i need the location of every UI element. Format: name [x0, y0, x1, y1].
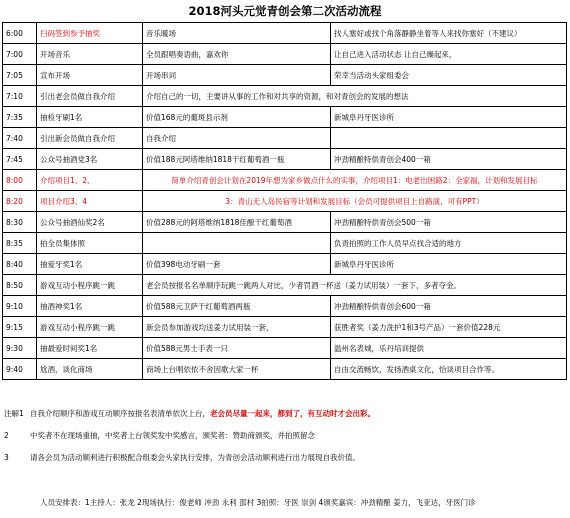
- note-cell: 新城阜丹牙医诊所: [331, 254, 567, 275]
- time-cell: 8:40: [3, 254, 37, 275]
- item-cell: 抽最爱时间奖1名: [37, 338, 143, 359]
- schedule-row: [3, 275, 567, 296]
- schedule-row: [3, 212, 567, 233]
- item-cell: 宣布开场: [37, 65, 143, 86]
- detail-cell: 开场串词: [143, 65, 331, 86]
- note-cell: 负责拍照的工作人员早点找合适的地方: [331, 233, 567, 254]
- time-cell: 7:40: [3, 128, 37, 149]
- schedule-table: [2, 22, 567, 380]
- note-cell: 荣幸当活动头家组委会: [331, 65, 567, 86]
- note-cell: 冲劲精酿特供青创会500一箱: [331, 212, 567, 233]
- note-number: 注解1: [4, 409, 24, 418]
- detail-cell: 介绍自己的一切，主要讲从事的工作和对共享的资源，和对青创会的发展的想法: [143, 86, 567, 107]
- detail-cell: 音乐暖场: [143, 23, 331, 44]
- schedule-row: [3, 86, 567, 107]
- schedule-row: [3, 149, 567, 170]
- detail-cell: 价值588元卫萨干红葡萄酒两瓶: [143, 296, 331, 317]
- schedule-row: [3, 296, 567, 317]
- detail-cell: 简单介绍青创会计划在2019年想为家乡做点什么的实事，介绍项目1：电老出困路2：全家福，计划和发展目标: [143, 170, 567, 191]
- detail-cell: 老会员按报名名单顺序玩跳一跳两人对比，少者罚酒一杯送（姜力试用装）一套下，多者夺金。: [143, 275, 567, 296]
- note-highlight: 老会员尽量一起来，都到了，有互动时才会出彩。: [210, 409, 375, 418]
- item-cell: 引出新会员做自我介绍: [37, 128, 143, 149]
- item-cell: 扫码签到参予抽奖: [37, 23, 143, 44]
- schedule-row: [3, 191, 567, 212]
- page-title: 2018河头元觉青创会第二次活动流程: [188, 4, 382, 18]
- schedule-row: [3, 128, 567, 149]
- note-text: 中奖者不在现场重抽，中奖者上台领奖发中奖感言，颁奖者：赞助商颁奖，并拍照留念: [30, 431, 315, 440]
- detail-cell: 价值588元男士手表一只: [143, 338, 331, 359]
- note-1: [2, 403, 566, 425]
- note-number: 3: [4, 453, 9, 462]
- note-cell: 找人塞好或找个角落静静坐着等人来找你塞好（不建议）: [331, 23, 567, 44]
- time-cell: 8:00: [3, 170, 37, 191]
- time-cell: 7:05: [3, 65, 37, 86]
- note-text: [30, 403, 375, 425]
- detail-cell: 商场上台唱依依不舍因歌大家一杯: [143, 359, 331, 380]
- schedule-body: [3, 23, 567, 380]
- time-cell: 9:40: [3, 359, 37, 380]
- time-cell: 7:35: [3, 107, 37, 128]
- schedule-row: [3, 359, 567, 380]
- detail-cell: 全员跟唱奏语曲，嘉欢你: [143, 44, 331, 65]
- note-number: 2: [4, 431, 9, 440]
- notes-section: [2, 403, 566, 469]
- schedule-row: [3, 170, 567, 191]
- schedule-row: [3, 44, 567, 65]
- schedule-row: [3, 23, 567, 44]
- item-cell: 介绍项目1、2、: [37, 170, 143, 191]
- detail-cell: 新会员参加游戏均送姜力试用装一套，: [143, 317, 331, 338]
- detail-cell: 价值288元的阿塔维纳1818佳酿干红葡萄酒: [143, 212, 331, 233]
- note-cell: 冲劲精酿特供青创会600一箱: [331, 296, 567, 317]
- item-cell: 尬酒，谈化商场: [37, 359, 143, 380]
- detail-cell: 价值168元的葡斑县示剂: [143, 107, 331, 128]
- note-cell: 温州名表城，乐丹培训提供: [331, 338, 567, 359]
- schedule-row: [3, 317, 567, 338]
- item-cell: 公众号抽酒仙奖2名: [37, 212, 143, 233]
- schedule-row: [3, 233, 567, 254]
- time-cell: 6:00: [3, 23, 37, 44]
- schedule-row: [3, 254, 567, 275]
- note-cell: 自由交流畅饮，发扬酒桌文化，恰谈项目合作等。: [331, 359, 567, 380]
- item-cell: 游戏互动小程序跳一跳: [37, 317, 143, 338]
- detail-cell: 自我介绍: [143, 128, 331, 149]
- time-cell: 9:15: [3, 317, 37, 338]
- schedule-row: [3, 65, 567, 86]
- item-cell: 引出老会员做自我介绍: [37, 86, 143, 107]
- detail-cell: 价值398电动牙刷一套: [143, 254, 331, 275]
- note-cell: 让自己进入活动状态 让自己燥起来，: [331, 44, 567, 65]
- note-cell: 冲劲精酿特供青创会400一箱: [331, 149, 567, 170]
- time-cell: 9:10: [3, 296, 37, 317]
- detail-cell: [143, 233, 331, 254]
- schedule-row: [3, 338, 567, 359]
- time-cell: 8:35: [3, 233, 37, 254]
- time-cell: 7:45: [3, 149, 37, 170]
- note-cell: 获胜者奖（姜力洗护1和3号产品）一套价值228元: [331, 317, 567, 338]
- detail-cell: 价值188元阿塔维纳1818干红葡萄酒一瓶: [143, 149, 331, 170]
- item-cell: 游戏互动小程序跳一跳: [37, 275, 143, 296]
- staff-arrangement: 人员安排表：1主持人：张龙 2现场执行：俊老师 冲劲 永利 邵村 3拍照：牙医 崇剑 4颁奖嘉宾：冲劲精酿 姜力，飞亚达，牙医门诊: [40, 498, 476, 507]
- item-cell: 开场音乐: [37, 44, 143, 65]
- time-cell: 8:30: [3, 212, 37, 233]
- schedule-row: [3, 107, 567, 128]
- note-text-a: 自我介绍顺序和游戏互动顺序按报名表清单依次上台，: [30, 409, 210, 418]
- note-cell: [331, 128, 567, 149]
- item-cell: 项目介绍3、4: [37, 191, 143, 212]
- time-cell: 8:20: [3, 191, 37, 212]
- detail-cell: 3：青山无人岛民宿等计划和发展目标（会员可提供项目上自路演，可有PPT）: [143, 191, 567, 212]
- item-cell: 公众号抽酒党3名: [37, 149, 143, 170]
- item-cell: 抽检牙刷1名: [37, 107, 143, 128]
- time-cell: 7:00: [3, 44, 37, 65]
- item-cell: 抽酒神奖1名: [37, 296, 143, 317]
- time-cell: 9:30: [3, 338, 37, 359]
- note-3: [2, 447, 566, 469]
- time-cell: 7:10: [3, 86, 37, 107]
- item-cell: 拍全员集体照: [37, 233, 143, 254]
- note-cell: 新城阜丹牙医诊所: [331, 107, 567, 128]
- note-2: [2, 425, 566, 447]
- item-cell: 抽爱牙奖1名: [37, 254, 143, 275]
- time-cell: 8:50: [3, 275, 37, 296]
- note-text: 请各会员为活动顺利进行积极配合组委会头家执行安排，为青创会活动顺利进行出力展现自我价值。: [30, 453, 360, 462]
